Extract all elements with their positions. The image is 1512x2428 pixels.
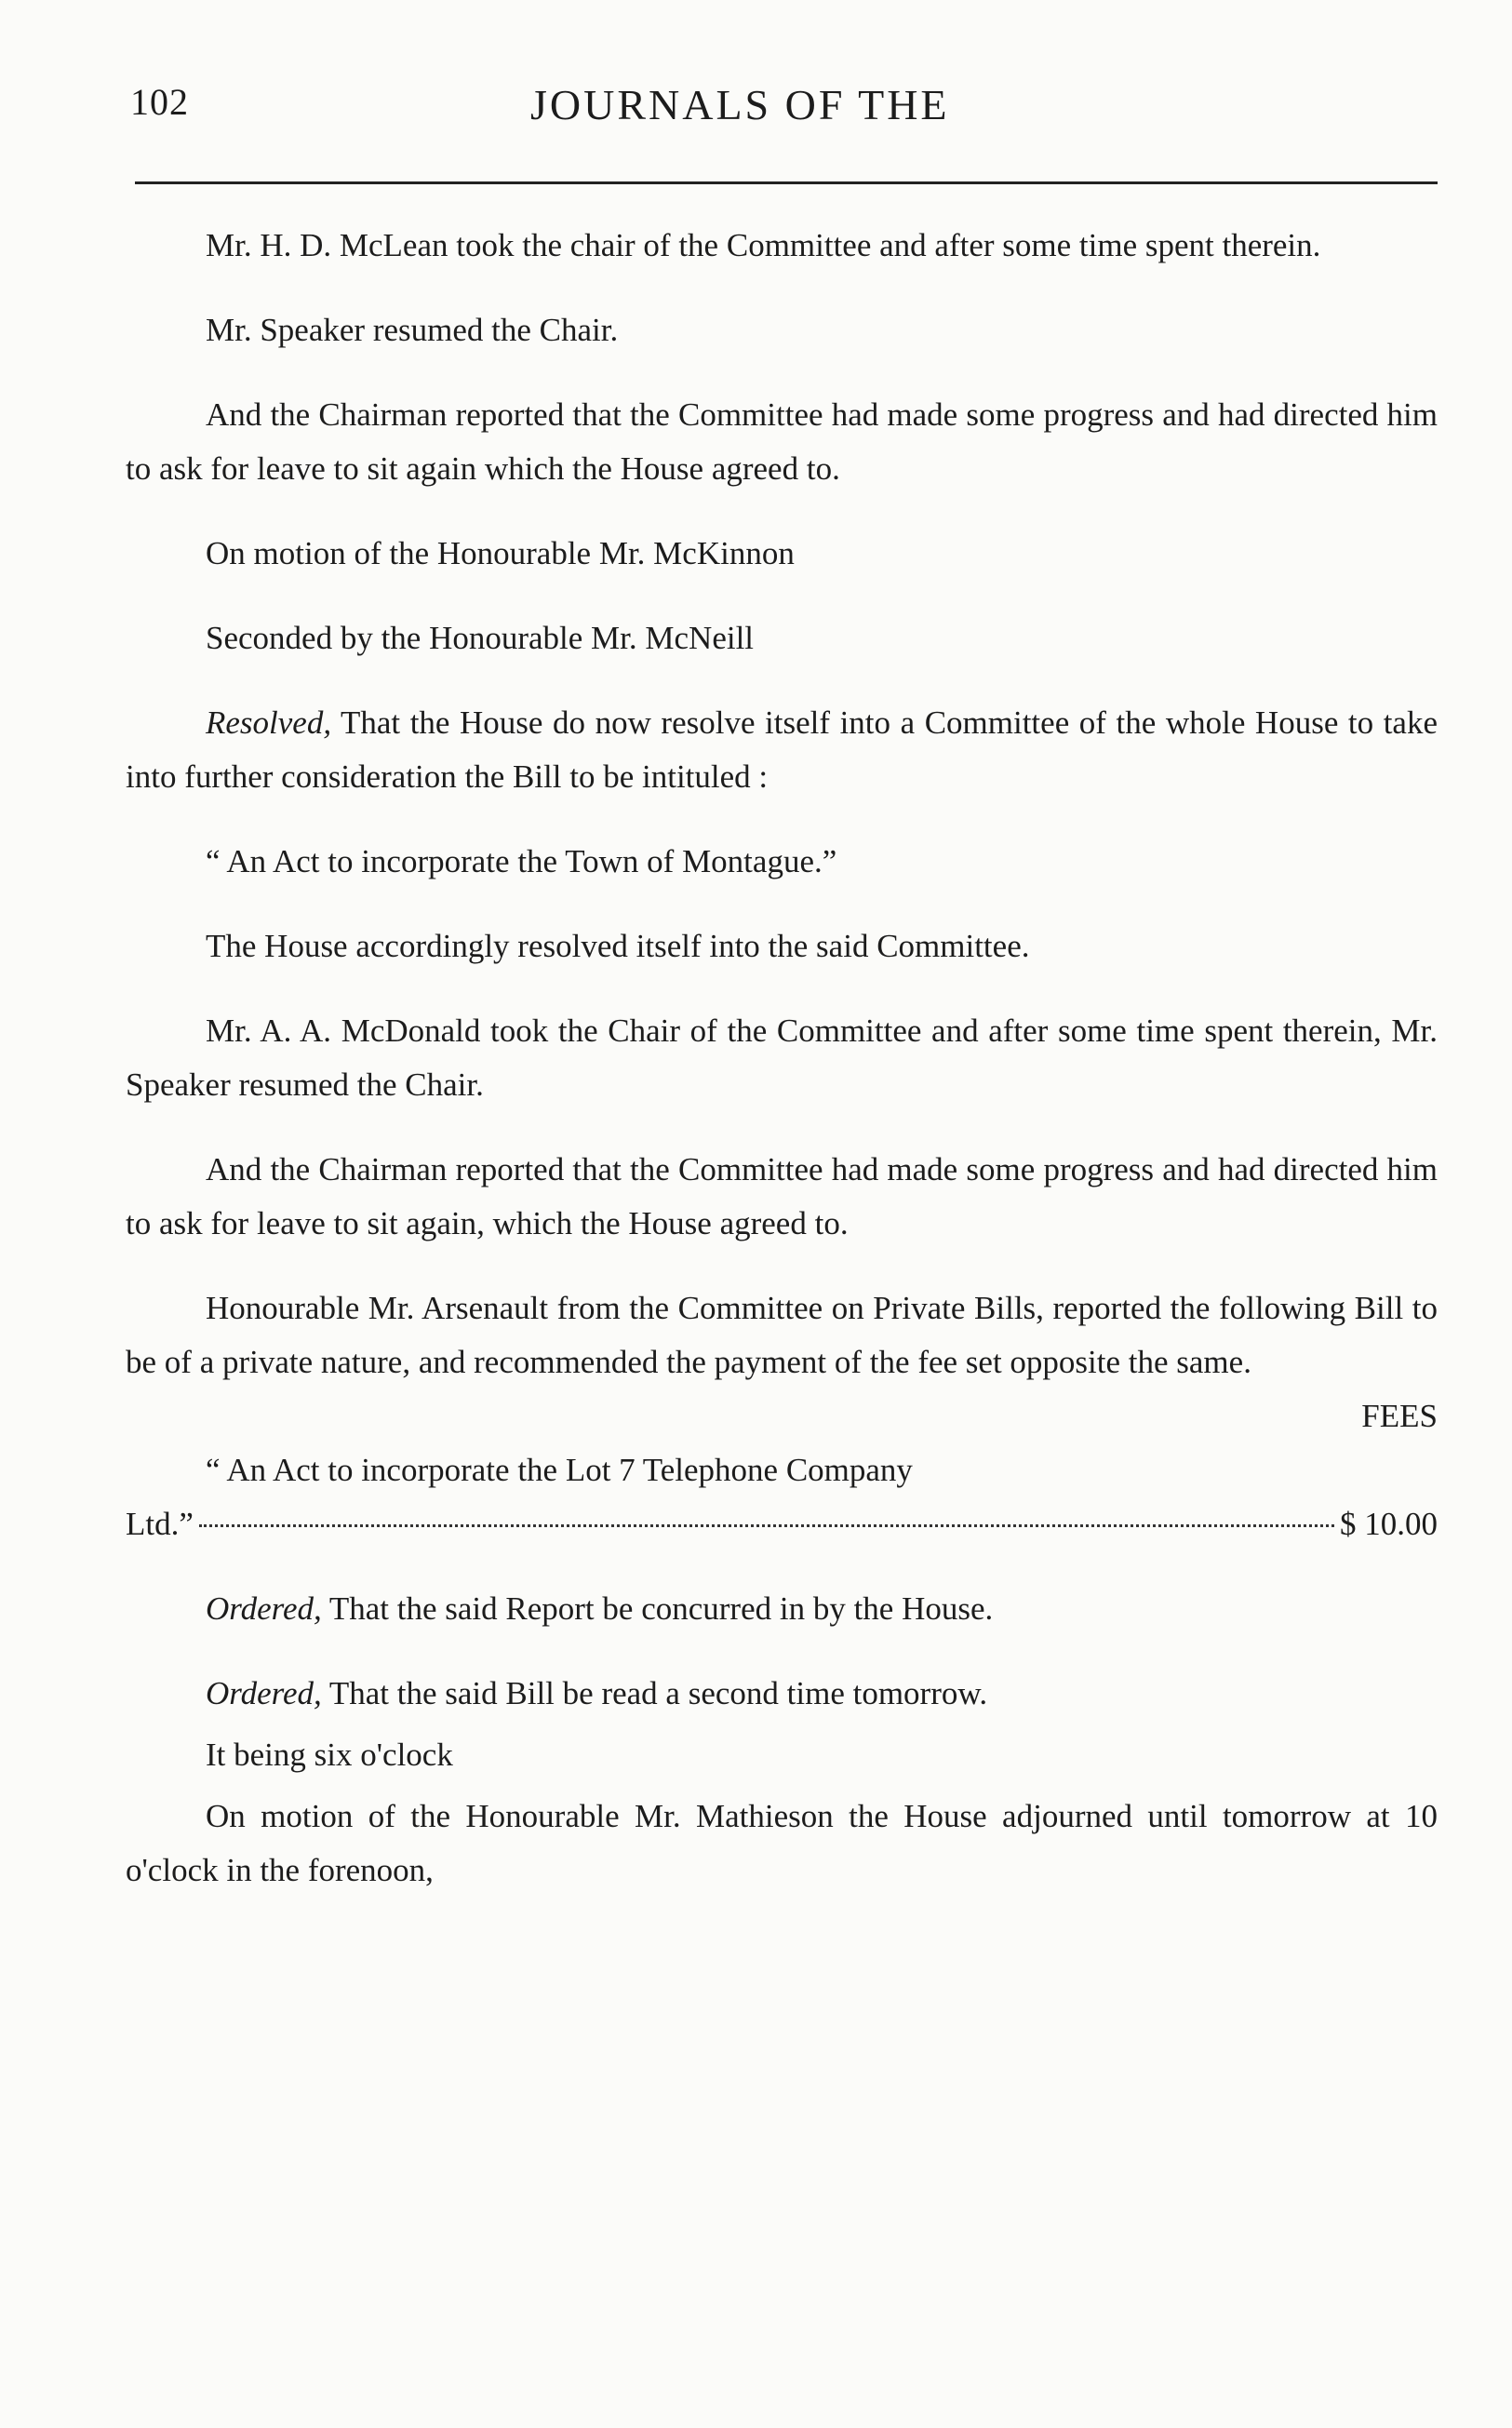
paragraph: Seconded by the Honourable Mr. McNeill — [206, 620, 755, 656]
dot-leader — [199, 1524, 1334, 1527]
fee-item-title: “ An Act to incorporate the Lot 7 Telephone Company — [206, 1452, 913, 1488]
running-title: JOURNALS OF THE — [530, 81, 950, 128]
fee-item — [126, 1443, 1438, 1551]
ordered-label: Ordered, — [206, 1590, 322, 1627]
page-number: 102 — [130, 81, 189, 123]
paragraph: On motion of the Honourable Mr. McKinnon — [206, 535, 795, 571]
fee-amount: $ 10.00 — [1340, 1506, 1438, 1542]
order-text: That the said Bill be read a second time tomorrow. — [321, 1675, 988, 1711]
bill-title: “ An Act to incorporate the Town of Montague.” — [206, 843, 837, 879]
order-paragraph — [126, 1582, 1438, 1636]
resolution-text: That the House do now resolve itself into a Committee of the whole House to take into further consideration the Bill to be intituled : — [126, 704, 1438, 795]
paragraph: And the Chairman reported that the Committee had made some progress and had directed him to ask for leave to sit again, which the House agreed to. — [126, 1151, 1438, 1241]
page-header — [130, 74, 1438, 130]
paragraph: Mr. Speaker resumed the Chair. — [206, 312, 619, 348]
paragraph: On motion of the Honourable Mr. Mathieson the House adjourned until tomorrow at 10 o'clock in the forenoon, — [126, 1798, 1438, 1888]
ordered-label: Ordered, — [206, 1675, 322, 1711]
paragraph: Honourable Mr. Arsenault from the Committee on Private Bills, reported the following Bill to be of a private nature, and recommended the payment of the fee set opposite the same. — [126, 1290, 1438, 1380]
paragraph: The House accordingly resolved itself into the said Committee. — [206, 928, 1030, 964]
order-text: That the said Report be concurred in by the House. — [321, 1590, 994, 1627]
paragraph: And the Chairman reported that the Committee had made some progress and had directed him to ask for leave to sit again which the House agreed to. — [126, 396, 1438, 487]
fee-item-title-end: Ltd.” — [126, 1506, 194, 1542]
paragraph: Mr. A. A. McDonald took the Chair of the Committee and after some time spent therein, Mr. Speaker resumed the Chair. — [126, 1013, 1438, 1103]
resolution-paragraph — [126, 696, 1438, 804]
paragraph: It being six o'clock — [206, 1737, 453, 1773]
page-body — [126, 219, 1438, 1898]
paragraph: Mr. H. D. McLean took the chair of the Committee and after some time spent therein. — [206, 227, 1321, 263]
order-paragraph — [126, 1667, 1438, 1721]
fee-item-line — [126, 1497, 1438, 1551]
fees-header: FEES — [1361, 1398, 1438, 1434]
resolved-label: Resolved, — [206, 704, 332, 741]
header-rule — [135, 181, 1438, 184]
